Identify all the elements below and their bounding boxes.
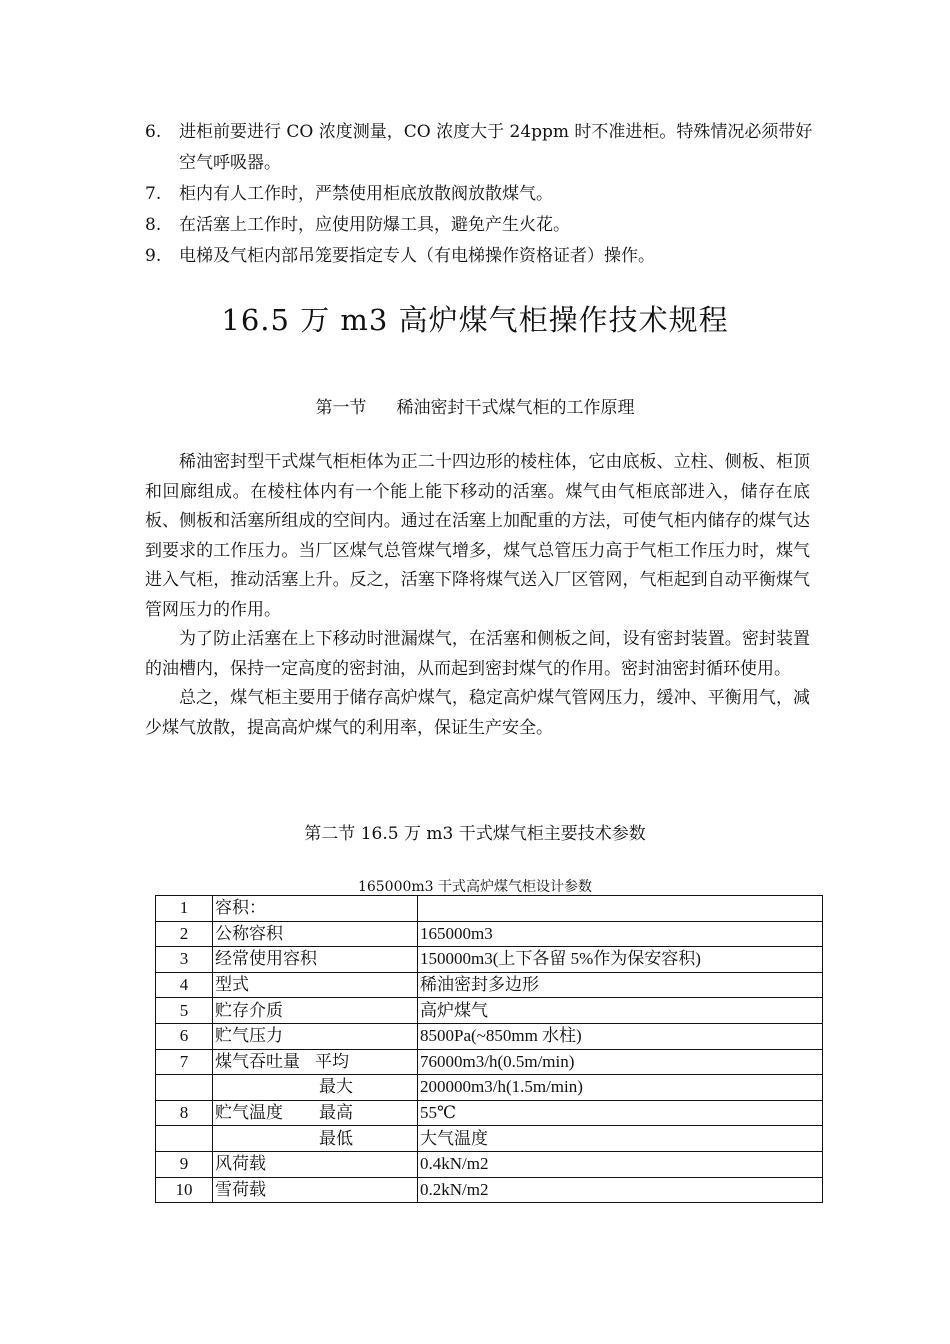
table-row	[156, 1049, 823, 1075]
list-item-number: 9.	[145, 246, 162, 266]
row-number: 6	[156, 1023, 213, 1049]
row-value	[418, 896, 823, 922]
list-item-text: 柜内有人工作时，严禁使用柜底放散阀放散煤气。	[179, 184, 553, 204]
row-item	[213, 1049, 418, 1075]
list-item	[145, 210, 815, 241]
row-number: 10	[156, 1177, 213, 1203]
paragraph: 稀油密封型干式煤气柜柜体为正二十四边形的棱柱体，它由底板、立柱、侧板、柜顶和回廊组成。在棱柱体内有一个能上能下移动的活塞。煤气由气柜底部进入，储存在底板、侧板和活塞所组成的空间内。通过在活塞上加配重的方法，可使气柜内储存的煤气达到要求的工作压力。当厂区煤气总管煤气增多，煤气总管压力高于气柜工作压力时，煤气进入气柜，推动活塞上升。反之，活塞下降将煤气送入厂区管网，气柜起到自动平衡煤气管网压力的作用。	[145, 452, 810, 620]
section-1-body	[145, 448, 810, 743]
table-body	[156, 896, 823, 1203]
list-item-text: 在活塞上工作时，应使用防爆工具，避免产生火花。	[179, 215, 570, 235]
list-item-text: 进柜前要进行 CO 浓度测量，CO 浓度大于 24ppm 时不准进柜。特殊情况必须带好空气呼吸器。	[179, 122, 813, 173]
table-row	[156, 1023, 823, 1049]
paragraph: 为了防止活塞在上下移动时泄漏煤气，在活塞和侧板之间，设有密封装置。密封装置的油槽内，保持一定高度的密封油，从而起到密封煤气的作用。密封油密封循环使用。	[145, 629, 810, 679]
item-label: 经常使用容积	[215, 949, 317, 969]
table-row	[156, 1100, 823, 1126]
item-label: 煤气吞吐量	[215, 1051, 300, 1071]
item-label: 公称容积	[215, 923, 283, 943]
row-item	[213, 972, 418, 998]
row-value: 55℃	[418, 1100, 823, 1126]
section-1-title: 稀油密封干式煤气柜的工作原理	[396, 398, 635, 418]
row-number: 5	[156, 998, 213, 1024]
row-item	[213, 1177, 418, 1203]
table-row	[156, 1177, 823, 1203]
row-item	[213, 921, 418, 947]
row-value: 8500Pa(~850mm 水柱)	[418, 1023, 823, 1049]
section-1-label: 第一节	[315, 398, 367, 418]
row-item	[213, 1151, 418, 1177]
item-sub-label: 最低	[319, 1128, 353, 1148]
item-label: 贮存介质	[215, 1000, 283, 1020]
list-item-number: 6.	[145, 122, 162, 142]
item-label: 容积：	[215, 898, 266, 918]
row-number: 8	[156, 1100, 213, 1126]
row-number: 9	[156, 1151, 213, 1177]
list-item-number: 8.	[145, 215, 162, 235]
item-label: 贮气温度	[215, 1103, 283, 1123]
table-row	[156, 998, 823, 1024]
table-row	[156, 972, 823, 998]
list-item-number: 7.	[145, 184, 162, 204]
section-1-heading	[0, 393, 950, 418]
section-2-heading: 第二节 16.5 万 m3 干式煤气柜主要技术参数	[304, 824, 646, 844]
safety-rules-list	[145, 117, 815, 272]
row-item	[213, 998, 418, 1024]
row-number: 1	[156, 896, 213, 922]
row-number	[156, 1075, 213, 1101]
table-row	[156, 1126, 823, 1152]
list-item-text: 电梯及气柜内部吊笼要指定专人（有电梯操作资格证者）操作。	[179, 246, 655, 266]
table-caption: 165000m3 干式高炉煤气柜设计参数	[357, 879, 593, 895]
table-row	[156, 947, 823, 973]
list-item	[145, 241, 815, 272]
row-item	[213, 1075, 418, 1101]
table-row	[156, 896, 823, 922]
document-title: 16.5 万 m3 高炉煤气柜操作技术规程	[221, 303, 729, 337]
row-number	[156, 1126, 213, 1152]
row-number: 2	[156, 921, 213, 947]
item-sub-label: 最高	[319, 1103, 353, 1123]
list-item	[145, 179, 815, 210]
row-item	[213, 1023, 418, 1049]
row-value: 高炉煤气	[418, 998, 823, 1024]
row-number: 7	[156, 1049, 213, 1075]
item-label: 雪荷载	[215, 1179, 266, 1199]
row-number: 3	[156, 947, 213, 973]
item-label: 贮气压力	[215, 1026, 283, 1046]
item-sub-label: 平均	[315, 1051, 349, 1071]
row-item	[213, 947, 418, 973]
list-item	[145, 117, 815, 179]
row-number: 4	[156, 972, 213, 998]
row-value: 150000m3(上下各留 5%作为保安容积)	[418, 947, 823, 973]
row-value: 165000m3	[418, 921, 823, 947]
row-value: 0.2kN/m2	[418, 1177, 823, 1203]
paragraph: 总之，煤气柜主要用于储存高炉煤气，稳定高炉煤气管网压力，缓冲、平衡用气，减少煤气放散，提高高炉煤气的利用率，保证生产安全。	[145, 688, 810, 738]
table-row	[156, 921, 823, 947]
row-item	[213, 1100, 418, 1126]
row-value: 200000m3/h(1.5m/min)	[418, 1075, 823, 1101]
row-value: 76000m3/h(0.5m/min)	[418, 1049, 823, 1075]
row-item	[213, 896, 418, 922]
table-row	[156, 1075, 823, 1101]
item-label: 型式	[215, 975, 249, 995]
design-parameters-table	[155, 895, 823, 1203]
row-value: 稀油密封多边形	[418, 972, 823, 998]
row-value: 大气温度	[418, 1126, 823, 1152]
row-value: 0.4kN/m2	[418, 1151, 823, 1177]
row-item	[213, 1126, 418, 1152]
table-row	[156, 1151, 823, 1177]
item-sub-label: 最大	[319, 1077, 353, 1097]
item-label: 风荷载	[215, 1154, 266, 1174]
